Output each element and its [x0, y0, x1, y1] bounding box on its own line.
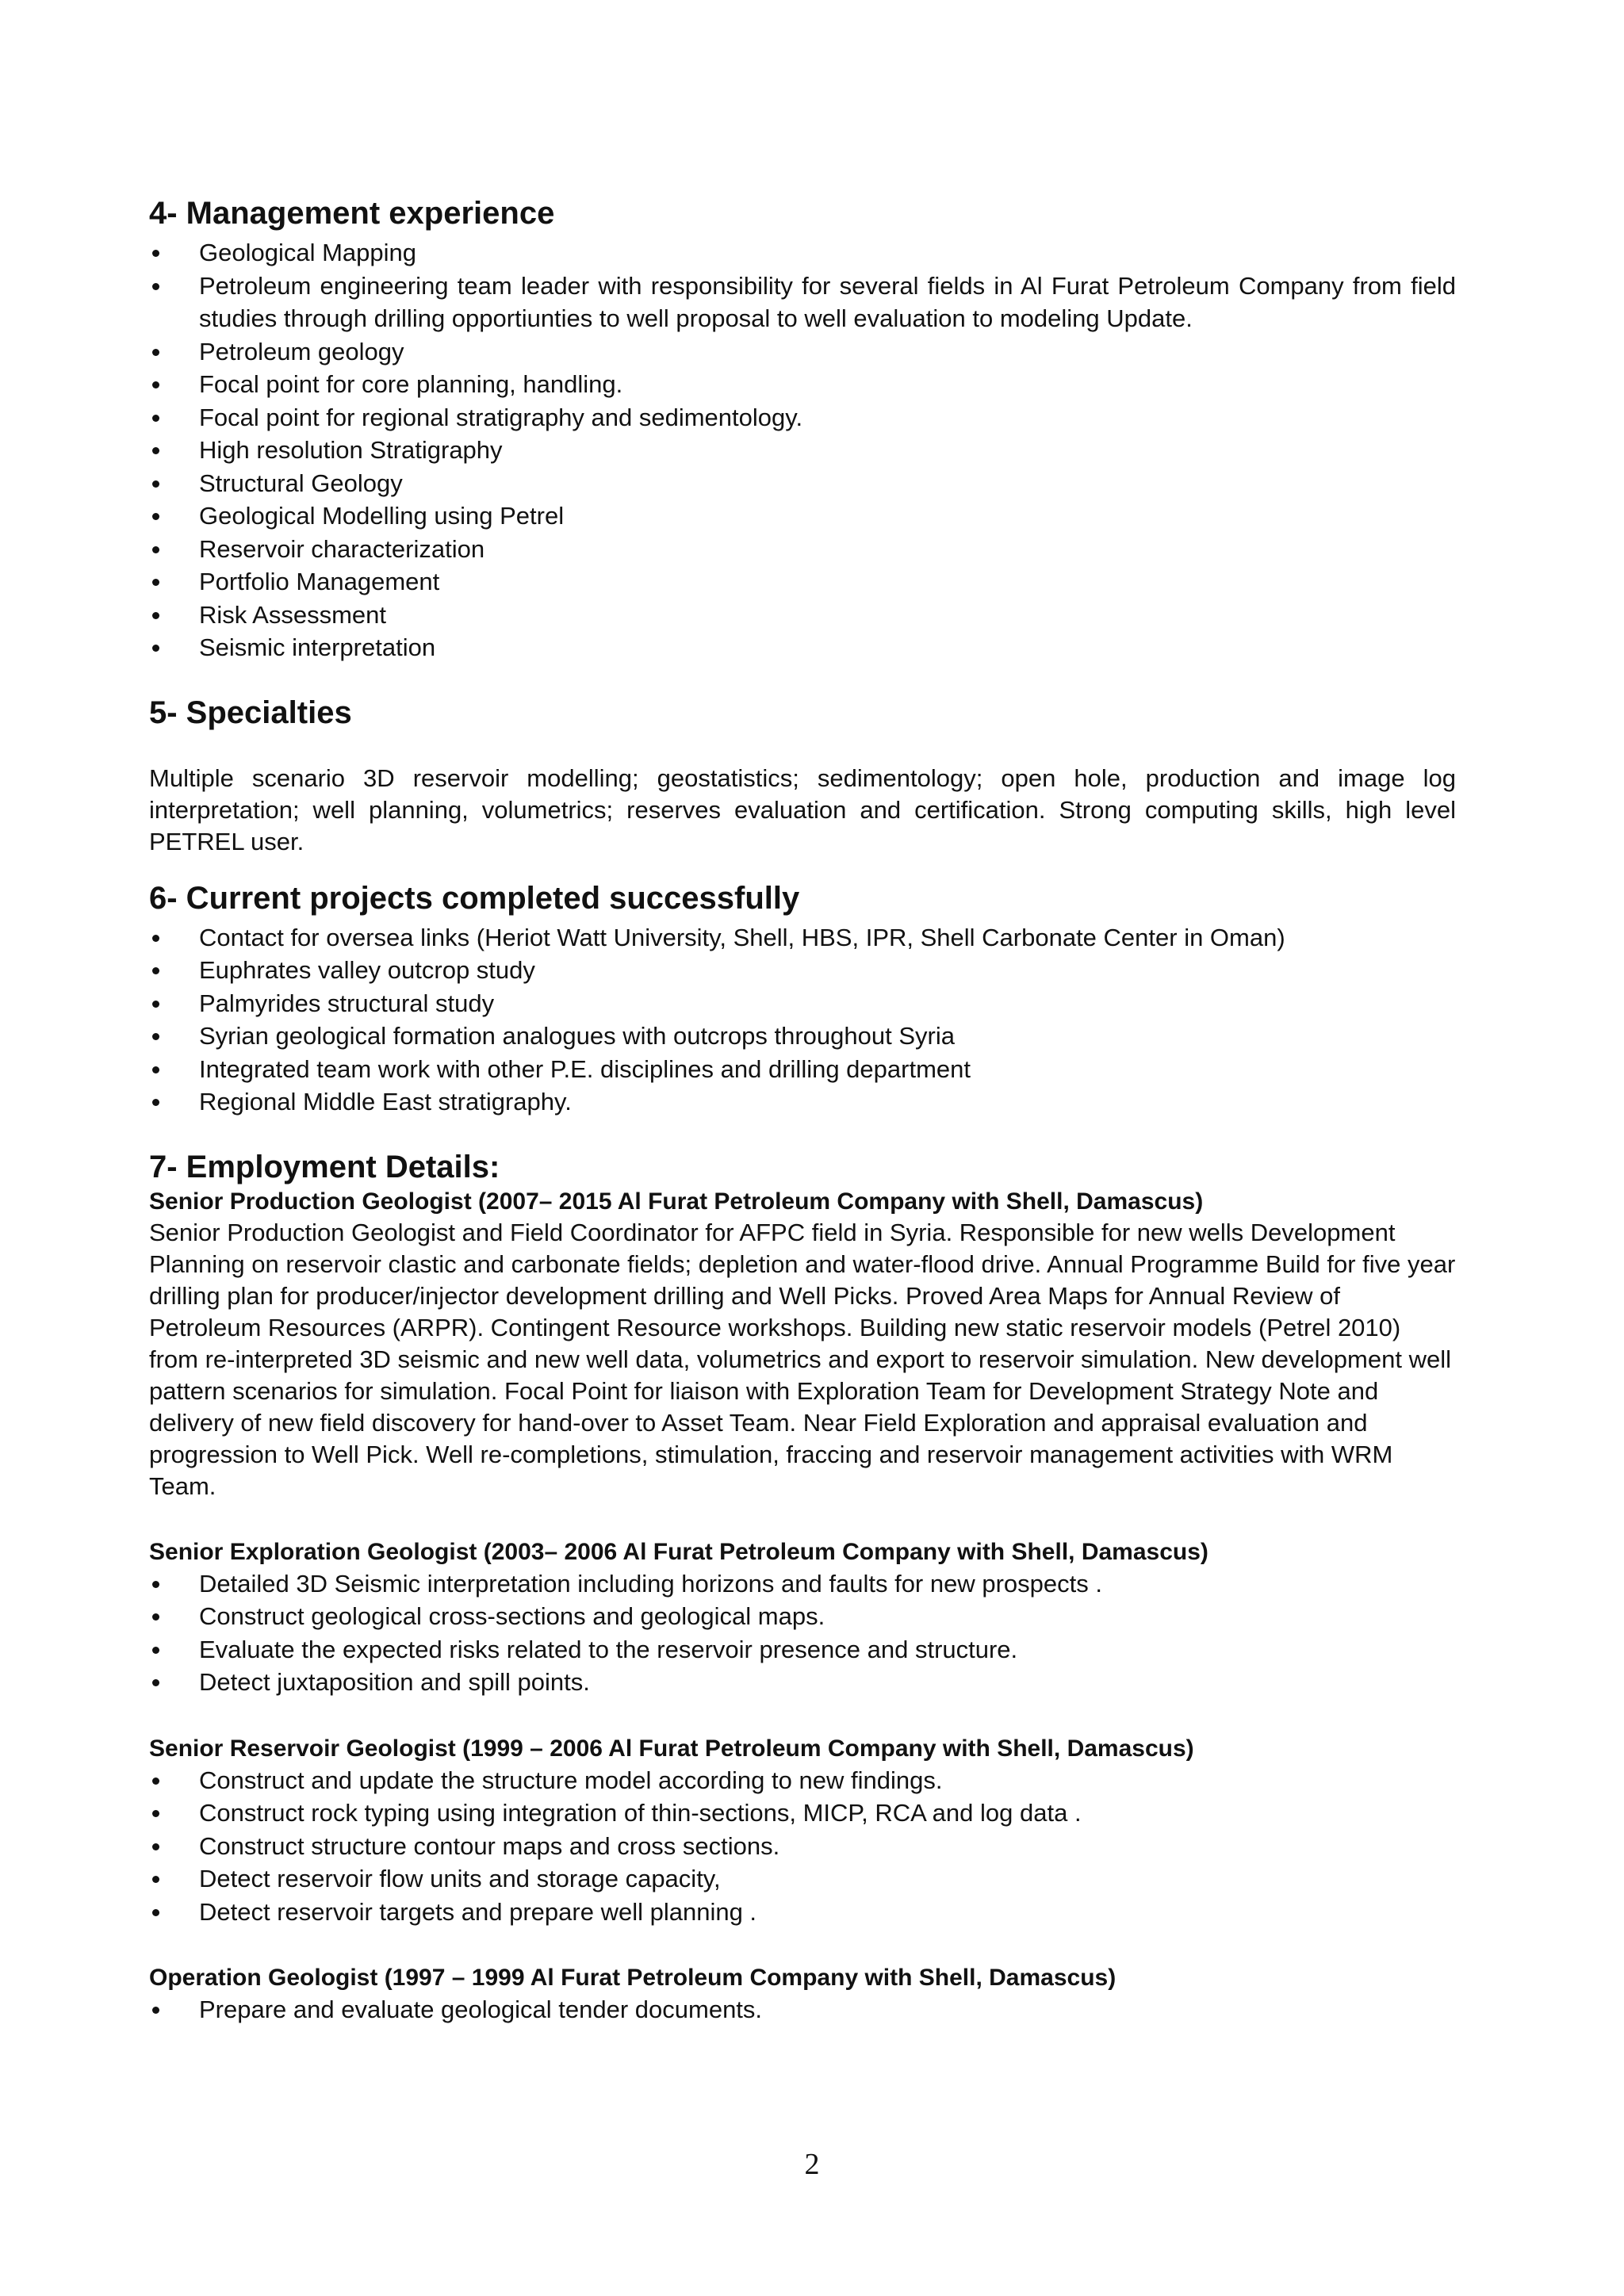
list-item-text: High resolution Stratigraphy [199, 436, 503, 464]
list-item [149, 434, 1456, 467]
list-item-text: Detailed 3D Seismic interpretation including horizons and faults for new prospects . [199, 1569, 1102, 1598]
list-item-text: Detect juxtaposition and spill points. [199, 1668, 590, 1696]
bullet-icon [152, 645, 159, 652]
list-item-text: Construct geological cross-sections and geological maps. [199, 1602, 825, 1630]
list-item [149, 270, 1456, 335]
list-item [149, 954, 1456, 987]
list-item [149, 599, 1456, 632]
job-duties-list [149, 1567, 1456, 1699]
bullet-icon [152, 1647, 159, 1654]
list-item [149, 1830, 1456, 1863]
list-item [149, 1020, 1456, 1053]
list-item-text: Euphrates valley outcrop study [199, 956, 535, 984]
list-item [149, 467, 1456, 500]
bullet-icon [152, 415, 159, 422]
job-entry [149, 1734, 1456, 1929]
bullet-icon [152, 1679, 159, 1686]
bullet-icon [152, 283, 159, 290]
list-item [149, 565, 1456, 599]
list-item [149, 368, 1456, 401]
list-item [149, 1567, 1456, 1601]
bullet-icon [152, 1581, 159, 1588]
list-item-text: Evaluate the expected risks related to the reservoir presence and structure. [199, 1635, 1018, 1663]
job-title: Senior Exploration Geologist (2003– 2006 Al Furat Petroleum Company with Shell, Damascus) [149, 1538, 1208, 1565]
section-specialties [149, 693, 1456, 858]
list-item-text: Risk Assessment [199, 600, 387, 629]
section-management-experience [149, 193, 1456, 664]
list-item-text: Prepare and evaluate geological tender documents. [199, 1996, 763, 2023]
list-item [149, 921, 1456, 955]
list-item-text: Construct structure contour maps and cross sections. [199, 1831, 780, 1860]
section-current-projects [149, 878, 1456, 1119]
bullet-icon [152, 1810, 159, 1817]
list-item-text: Contact for oversea links (Heriot Watt University, Shell, HBS, IPR, Shell Carbonate Center in Oman) [199, 923, 1285, 951]
bullet-icon [152, 935, 159, 942]
job-entry [149, 1537, 1456, 1699]
management-list [149, 236, 1456, 664]
section-employment-details [149, 1149, 1456, 2026]
list-item-text: Palmyrides structural study [199, 989, 495, 1017]
bullet-icon [152, 546, 159, 553]
section-heading: 5- Specialties [149, 695, 352, 730]
list-item-text: Geological Mapping [199, 239, 417, 266]
list-item [149, 533, 1456, 566]
list-item [149, 987, 1456, 1020]
page-number: 2 [804, 2148, 820, 2181]
bullet-icon [152, 1777, 159, 1785]
list-item [149, 1633, 1456, 1667]
list-item [149, 499, 1456, 533]
list-item-text: Detect reservoir targets and prepare well planning . [199, 1897, 757, 1926]
bullet-icon [152, 1001, 159, 1008]
section-heading: 4- Management experience [149, 196, 555, 231]
list-item [149, 1666, 1456, 1699]
section-heading: 7- Employment Details: [149, 1149, 500, 1184]
bullet-icon [152, 579, 159, 586]
bullet-icon [152, 1909, 159, 1916]
list-item-text: Syrian geological formation analogues with outcrops throughout Syria [199, 1022, 955, 1050]
bullet-icon [152, 1876, 159, 1883]
list-item-text: Seismic interpretation [199, 633, 436, 661]
list-item [149, 1764, 1456, 1797]
list-item-text: Focal point for regional stratigraphy and sedimentology. [199, 403, 803, 431]
job-description: Senior Production Geologist and Field Coordinator for AFPC field in Syria. Responsible for new wells Development Planning on reservoir clastic and carbonate fields; depletion and water-flood drive. Annual Programme Build for five year drilling plan for producer/injector development drilling and Well Picks. Proved Area Maps for Annual Review of Petroleum Resources (ARPR). Contingent Resource workshops. Building new static reservoir models (Petrel 2010) from re-interpreted 3D seismic and new well data, volumetrics and export to reservoir simulation. New development well pattern scenarios for simulation. Focal Point for liaison with Exploration Team for Development Strategy Note and delivery of new field discovery for hand-over to Asset Team. Near Field Exploration and appraisal evaluation and progression to Well Pick. Well re-completions, stimulation, fraccing and reservoir management activities with WRM Team. [149, 1218, 1456, 1500]
bullet-icon [152, 349, 159, 356]
bullet-icon [152, 2007, 159, 2014]
list-item [149, 1053, 1456, 1086]
document-page [149, 193, 1456, 2026]
job-title: Senior Production Geologist (2007– 2015 Al Furat Petroleum Company with Shell, Damascus) [149, 1188, 1204, 1215]
list-item [149, 1862, 1456, 1896]
bullet-icon [152, 1843, 159, 1850]
specialties-paragraph: Multiple scenario 3D reservoir modelling; geostatistics; sedimentology; open hole, production and image log interpretation; well planning, volumetrics; reserves evaluation and certification. Strong computing skills, high level PETREL user. [149, 763, 1456, 855]
list-item [149, 1085, 1456, 1119]
bullet-icon [152, 1613, 159, 1621]
list-item [149, 401, 1456, 434]
list-item [149, 1600, 1456, 1633]
projects-list [149, 921, 1456, 1119]
section-heading: 6- Current projects completed successfully [149, 880, 800, 916]
list-item [149, 236, 1456, 270]
list-item-text: Detect reservoir flow units and storage capacity, [199, 1865, 721, 1892]
list-item [149, 1797, 1456, 1830]
list-item-text: Petroleum geology [199, 337, 404, 365]
list-item-text: Construct and update the structure model according to new findings. [199, 1766, 943, 1794]
job-entry [149, 1963, 1456, 2026]
list-item [149, 631, 1456, 664]
bullet-icon [152, 612, 159, 619]
bullet-icon [152, 1066, 159, 1073]
bullet-icon [152, 1033, 159, 1040]
list-item [149, 335, 1456, 369]
list-item-text: Geological Modelling using Petrel [199, 502, 565, 530]
bullet-icon [152, 967, 159, 974]
bullet-icon [152, 250, 159, 257]
bullet-icon [152, 1099, 159, 1106]
list-item-text: Reservoir characterization [199, 534, 485, 563]
list-item [149, 1896, 1456, 1929]
list-item-text: Regional Middle East stratigraphy. [199, 1088, 572, 1115]
list-item-text: Integrated team work with other P.E. disciplines and drilling department [199, 1054, 971, 1083]
list-item-text: Structural Geology [199, 469, 403, 497]
list-item-text: Focal point for core planning, handling. [199, 370, 623, 398]
job-title: Senior Reservoir Geologist (1999 – 2006 Al Furat Petroleum Company with Shell, Damascus) [149, 1735, 1194, 1762]
bullet-icon [152, 381, 159, 388]
job-title: Operation Geologist (1997 – 1999 Al Furat Petroleum Company with Shell, Damascus) [149, 1965, 1116, 1991]
list-item-text: Portfolio Management [199, 568, 440, 595]
list-item-text: Construct rock typing using integration of thin-sections, MICP, RCA and log data . [199, 1799, 1082, 1827]
job-duties-list [149, 1764, 1456, 1929]
job-entry [149, 1187, 1456, 1502]
bullet-icon [152, 513, 159, 520]
bullet-icon [152, 480, 159, 488]
list-item-text: Petroleum engineering team leader with responsibility for several fields in Al Furat Petroleum Company from field studies through drilling opportiunties to well proposal to well evaluation to modeling Update. [199, 271, 1456, 332]
list-item [149, 1993, 1456, 2026]
job-duties-list [149, 1993, 1456, 2026]
bullet-icon [152, 447, 159, 454]
